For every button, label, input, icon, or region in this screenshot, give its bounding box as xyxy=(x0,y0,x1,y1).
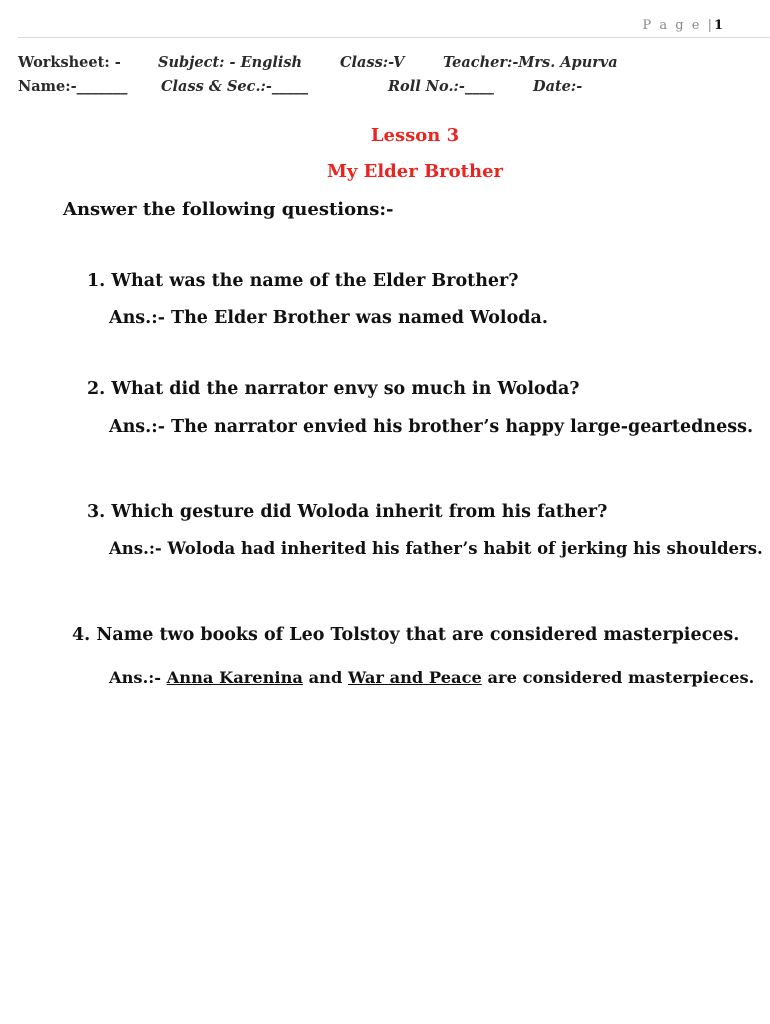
lesson-title: My Elder Brother xyxy=(326,161,504,182)
page-number-value: 1 xyxy=(713,18,723,33)
subject-label: Subject: - English xyxy=(158,54,303,71)
answer-4-prefix: Ans.:- xyxy=(109,668,167,687)
answer-4-and: and xyxy=(302,668,348,687)
question-2: 2. What did the narrator envy so much in Woloda? xyxy=(87,379,580,399)
answer-3: Ans.:- Woloda had inherited his father’s habit of jerking his shoulders. xyxy=(109,539,763,558)
worksheet-label: Worksheet: - xyxy=(18,54,121,71)
answer-2: Ans.:- The narrator envied his brother’s happy large-geartedness. xyxy=(109,417,754,437)
class-sec-field: Class & Sec.:-_____ xyxy=(161,78,309,95)
teacher-label: Teacher:-Mrs. Apurva xyxy=(443,54,618,71)
roll-no-field: Roll No.:-____ xyxy=(388,78,494,95)
date-field: Date:- xyxy=(533,78,583,95)
page-number xyxy=(643,18,723,33)
answer-4 xyxy=(109,668,754,687)
book-title-anna-karenina: Anna Karenina xyxy=(166,668,303,687)
page-label: P a g e | xyxy=(642,18,714,33)
question-3: 3. Which gesture did Woloda inherit from his father? xyxy=(87,502,608,522)
answer-4-suffix: are considered masterpieces. xyxy=(481,668,755,687)
question-1: 1. What was the name of the Elder Brother? xyxy=(87,271,519,291)
header-divider xyxy=(18,37,770,38)
book-title-war-and-peace: War and Peace xyxy=(347,668,482,687)
instructions: Answer the following questions:- xyxy=(63,199,394,220)
lesson-heading: Lesson 3 xyxy=(370,125,460,146)
question-4: 4. Name two books of Leo Tolstoy that are considered masterpieces. xyxy=(72,625,740,645)
answer-1: Ans.:- The Elder Brother was named Woloda. xyxy=(109,308,548,328)
name-field: Name:-_______ xyxy=(18,78,128,95)
class-label: Class:-V xyxy=(340,54,405,71)
